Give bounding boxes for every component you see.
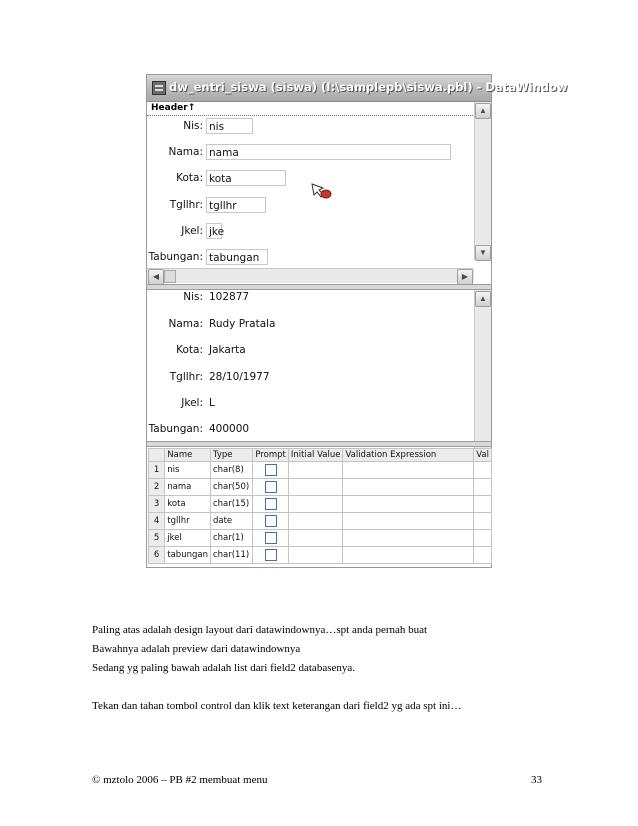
cell-val[interactable] [474, 547, 492, 564]
preview-label-nis: Nis: [183, 291, 203, 303]
cell-type[interactable]: date [210, 513, 252, 530]
cell-prompt[interactable] [253, 513, 289, 530]
cell-name[interactable]: nama [165, 479, 211, 496]
preview-value-tabungan: 400000 [209, 423, 250, 435]
cell-prompt[interactable] [253, 530, 289, 547]
design-field-jkel[interactable]: jke [206, 223, 222, 239]
prompt-checkbox[interactable] [265, 549, 277, 561]
col-header-initial-value[interactable]: Initial Value [288, 449, 343, 462]
table-row[interactable] [149, 496, 492, 513]
row-number: 5 [149, 530, 165, 547]
cell-initial-value[interactable] [288, 513, 343, 530]
prompt-checkbox[interactable] [265, 498, 277, 510]
cell-initial-value[interactable] [288, 479, 343, 496]
paragraph-line-4: Tekan dan tahan tombol control dan klik text keterangan dari field2 yg ada spt ini… [92, 700, 462, 712]
cell-prompt[interactable] [253, 479, 289, 496]
datawindow-app-icon [152, 81, 166, 95]
design-field-nis[interactable]: nis [206, 118, 253, 134]
cell-val[interactable] [474, 530, 492, 547]
preview-label-kota: Kota: [176, 344, 203, 356]
preview-scroll-up-icon[interactable]: ▲ [475, 291, 491, 307]
design-label-nama: Nama: [168, 146, 203, 158]
row-number: 2 [149, 479, 165, 496]
design-label-kota: Kota: [176, 172, 203, 184]
design-vertical-scrollbar[interactable] [474, 102, 491, 260]
cell-name[interactable]: kota [165, 496, 211, 513]
preview-value-nama: Rudy Pratala [209, 318, 276, 330]
table-row[interactable] [149, 513, 492, 530]
cell-validation-expression[interactable] [343, 479, 474, 496]
scroll-down-icon[interactable]: ▼ [475, 245, 491, 261]
cell-validation-expression[interactable] [343, 547, 474, 564]
scroll-right-icon[interactable]: ▶ [457, 269, 473, 285]
cell-type[interactable]: char(8) [210, 462, 252, 479]
preview-label-jkel: Jkel: [181, 397, 203, 409]
cell-validation-expression[interactable] [343, 530, 474, 547]
scroll-left-icon[interactable]: ◀ [148, 269, 164, 285]
row-number: 3 [149, 496, 165, 513]
preview-value-jkel: L [209, 397, 215, 409]
preview-label-tabungan: Tabungan: [148, 423, 203, 435]
cell-type[interactable]: char(15) [210, 496, 252, 513]
cell-validation-expression[interactable] [343, 496, 474, 513]
pane-splitter[interactable] [147, 284, 491, 290]
cell-initial-value[interactable] [288, 547, 343, 564]
table-row[interactable] [149, 479, 492, 496]
paragraph-line-3: Sedang yg paling bawah adalah list dari field2 databasenya. [92, 662, 355, 674]
pointer-cursor-icon [311, 183, 333, 201]
row-number-header [149, 449, 165, 462]
cell-type[interactable]: char(50) [210, 479, 252, 496]
design-label-nis: Nis: [183, 120, 203, 132]
cell-validation-expression[interactable] [343, 513, 474, 530]
design-field-tgllhr[interactable]: tgllhr [206, 197, 266, 213]
cell-val[interactable] [474, 496, 492, 513]
cell-name[interactable]: nis [165, 462, 211, 479]
cell-validation-expression[interactable] [343, 462, 474, 479]
footer-copyright: © mztolo 2006 – PB #2 membuat menu [92, 774, 268, 786]
cell-name[interactable]: jkel [165, 530, 211, 547]
list-splitter[interactable] [147, 441, 491, 447]
preview-label-tgllhr: Tgllhr: [169, 371, 203, 383]
cell-prompt[interactable] [253, 547, 289, 564]
design-field-tabungan[interactable]: tabungan [206, 249, 268, 265]
design-label-tgllhr: Tgllhr: [169, 199, 203, 211]
window-title: dw_entri_siswa (siswa) (I:\samplepb\siswa.pbl) - DataWindow [169, 80, 568, 94]
cell-val[interactable] [474, 462, 492, 479]
horizontal-scroll-thumb[interactable] [164, 270, 176, 283]
window-titlebar[interactable] [147, 75, 568, 102]
prompt-checkbox[interactable] [265, 515, 277, 527]
column-list-header-row [149, 449, 492, 462]
cell-name[interactable]: tgllhr [165, 513, 211, 530]
design-label-jkel: Jkel: [181, 225, 203, 237]
preview-value-kota: Jakarta [209, 344, 246, 356]
row-number: 1 [149, 462, 165, 479]
page-number: 33 [531, 774, 542, 786]
row-number: 6 [149, 547, 165, 564]
table-row[interactable] [149, 462, 492, 479]
preview-value-tgllhr: 28/10/1977 [209, 371, 270, 383]
cell-type[interactable]: char(11) [210, 547, 252, 564]
table-row[interactable] [149, 547, 492, 564]
col-header-prompt[interactable]: Prompt [253, 449, 289, 462]
cell-initial-value[interactable] [288, 530, 343, 547]
preview-value-nis: 102877 [209, 291, 250, 303]
table-row[interactable] [149, 530, 492, 547]
paragraph-line-2: Bawahnya adalah preview dari datawindownya [92, 643, 301, 655]
cell-initial-value[interactable] [288, 462, 343, 479]
preview-label-nama: Nama: [168, 318, 203, 330]
prompt-checkbox[interactable] [265, 464, 277, 476]
design-field-kota[interactable]: kota [206, 170, 286, 186]
cell-initial-value[interactable] [288, 496, 343, 513]
scroll-up-icon[interactable]: ▲ [475, 103, 491, 119]
cell-val[interactable] [474, 479, 492, 496]
design-horizontal-scrollbar[interactable] [147, 268, 474, 283]
cell-val[interactable] [474, 513, 492, 530]
cell-prompt[interactable] [253, 496, 289, 513]
preview-vertical-scrollbar[interactable] [474, 290, 491, 448]
datawindow-screenshot [146, 74, 568, 568]
design-field-nama[interactable]: nama [206, 144, 451, 160]
col-header-type[interactable]: Type [210, 449, 252, 462]
column-list-table [148, 448, 492, 564]
row-number: 4 [149, 513, 165, 530]
col-header-val[interactable]: Val [474, 449, 492, 462]
prompt-checkbox[interactable] [265, 532, 277, 544]
paragraph-line-1: Paling atas adalah design layout dari datawindownya…spt anda pernah buat [92, 624, 428, 636]
cell-prompt[interactable] [253, 462, 289, 479]
cell-name[interactable]: tabungan [165, 547, 211, 564]
col-header-name[interactable]: Name [165, 449, 211, 462]
design-label-tabungan: Tabungan: [148, 251, 203, 263]
col-header-validation-expression[interactable]: Validation Expression [343, 449, 474, 462]
cell-type[interactable]: char(1) [210, 530, 252, 547]
prompt-checkbox[interactable] [265, 481, 277, 493]
header-band-label[interactable]: Header↑ [147, 102, 473, 116]
